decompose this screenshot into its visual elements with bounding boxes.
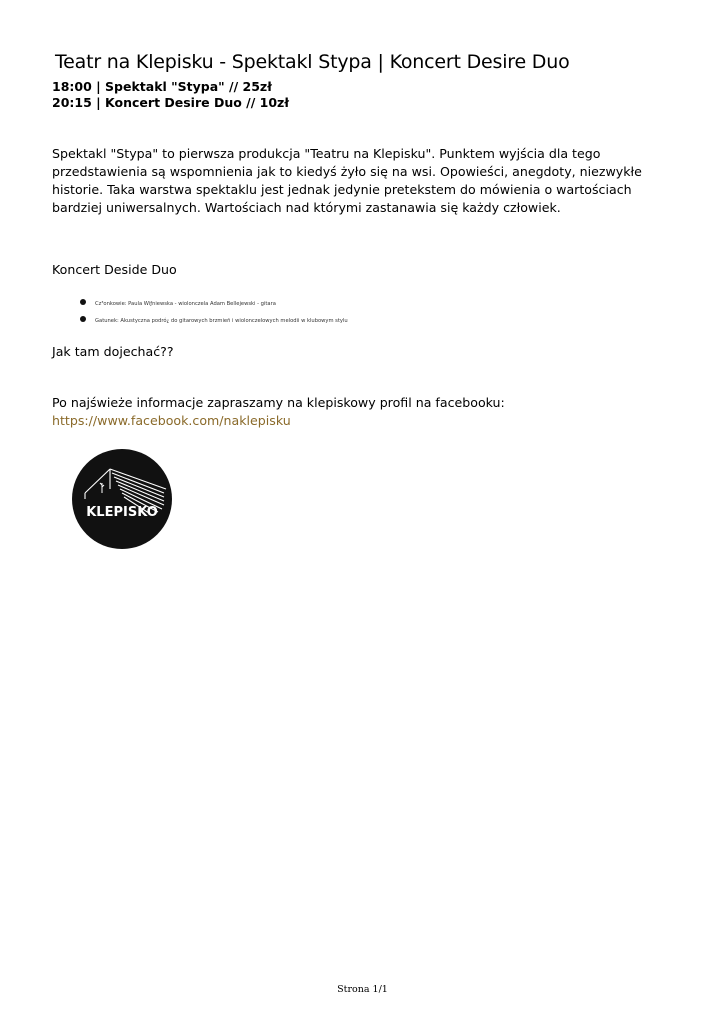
bullet-icon [80, 299, 86, 305]
facebook-text: Po najświeże informacje zapraszamy na klepiskowy profil na facebooku: [52, 395, 505, 410]
list-item [80, 297, 348, 314]
concert-heading: Koncert Deside Duo [52, 262, 177, 277]
page-footer: Strona 1/1 [337, 984, 388, 995]
concert-details-list [80, 297, 348, 331]
logo-text: KLEPISKO [86, 505, 158, 520]
klepisko-logo-icon [52, 445, 192, 553]
facebook-link[interactable]: https://www.facebook.com/naklepisku [52, 413, 291, 428]
bullet-icon [80, 316, 86, 322]
page-title: Teatr na Klepisku - Spektakl Stypa | Koncert Desire Duo [55, 51, 570, 73]
list-item [80, 314, 348, 331]
klepisko-logo [52, 445, 192, 553]
schedule-item-concert: 20:15 | Koncert Desire Duo // 10zł [52, 95, 289, 110]
schedule-item-show: 18:00 | Spektakl "Stypa" // 25zł [52, 79, 272, 94]
concert-genre: Gatunek: Akustyczna podró¿ do gitarowych brzmieñ i wiolonczelowych melodii w klubowym stylu [95, 318, 348, 324]
directions-heading: Jak tam dojechać?? [52, 344, 174, 359]
facebook-info [52, 394, 505, 430]
description-paragraph: Spektakl "Stypa" to pierwsza produkcja "Teatru na Klepisku". Punktem wyjścia dla tego przedstawienia są wspomnienia jak to kiedyś żyło się na wsi. Opowieści, anegdoty, niezwykłe historie. Taka warstwa spektaklu jest jednak jedynie pretekstem do mówienia o wartościach bardziej uniwersalnych. Wartościach nad którymi zastanawia się każdy człowiek. [52, 146, 642, 215]
concert-members: Cz³onkowie: Paula Wiƒniewska - wiolonczela Adam Bellejewski - gitara [95, 301, 276, 307]
schedule [52, 79, 289, 111]
